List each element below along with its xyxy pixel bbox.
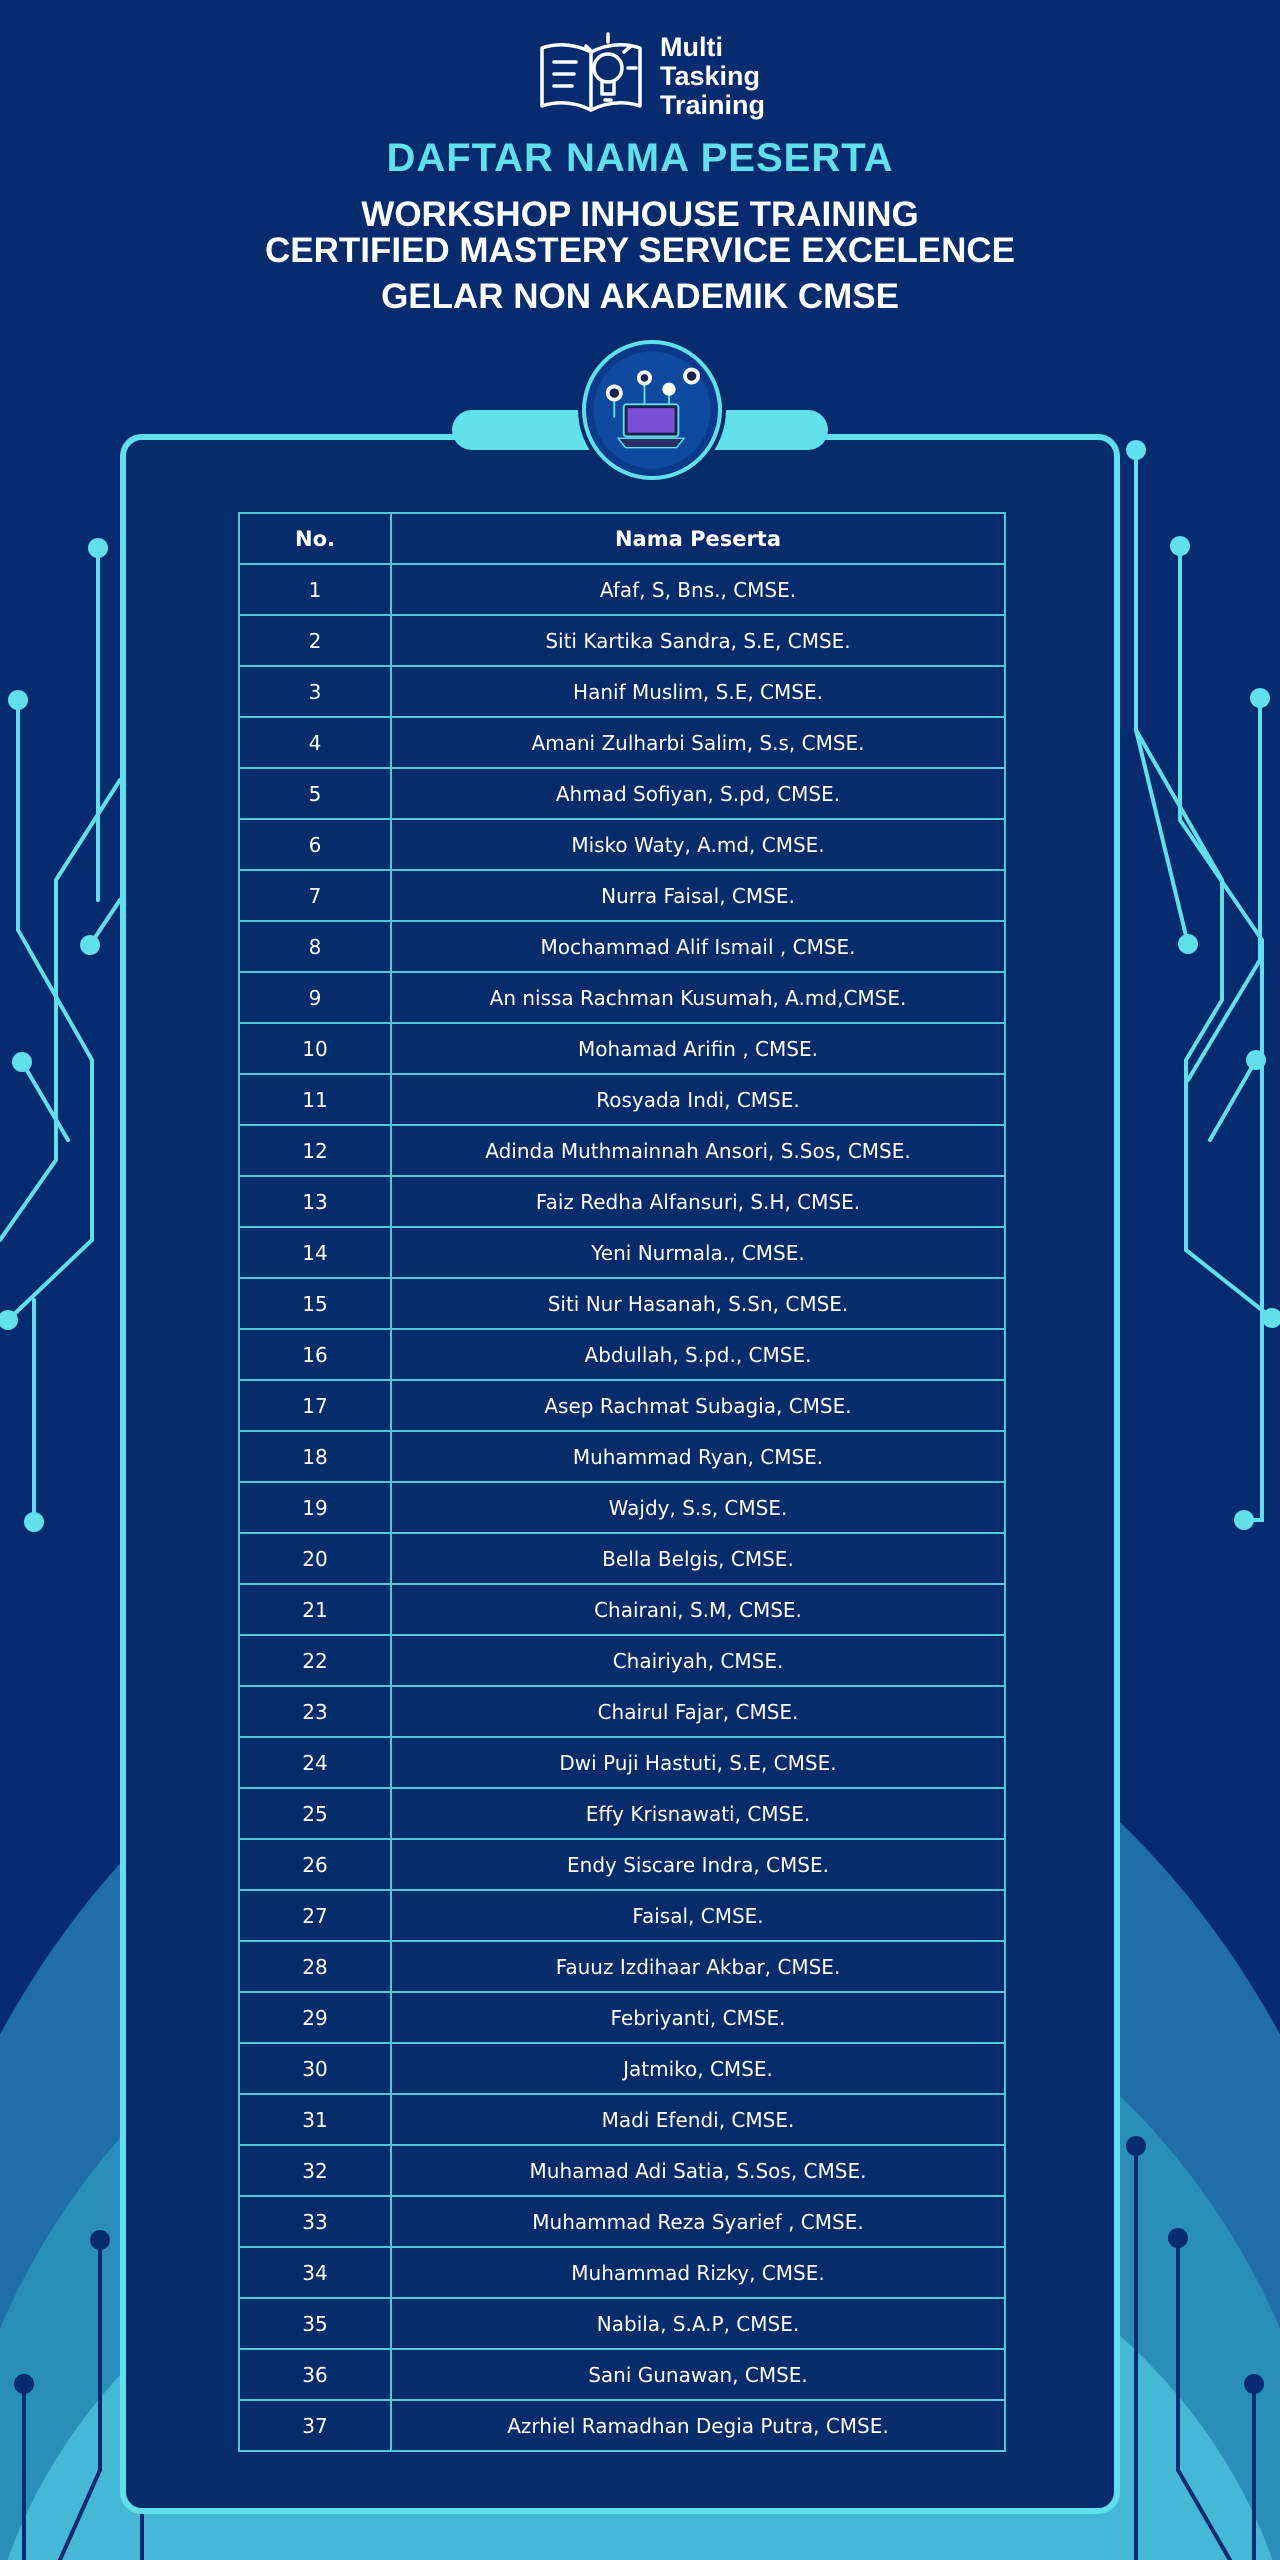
column-header-no: No. [239, 513, 391, 564]
table-row [239, 1176, 1005, 1227]
participant-name: Misko Waty, A.md, CMSE. [391, 819, 1005, 870]
row-number: 22 [239, 1635, 391, 1686]
row-number: 25 [239, 1788, 391, 1839]
row-number: 12 [239, 1125, 391, 1176]
row-number: 21 [239, 1584, 391, 1635]
row-number: 27 [239, 1890, 391, 1941]
row-number: 2 [239, 615, 391, 666]
participant-name: Azrhiel Ramadhan Degia Putra, CMSE. [391, 2400, 1005, 2451]
column-header-name: Nama Peserta [391, 513, 1005, 564]
participant-name: Wajdy, S.s, CMSE. [391, 1482, 1005, 1533]
table-row [239, 768, 1005, 819]
table-row [239, 1431, 1005, 1482]
table-row [239, 2196, 1005, 2247]
participant-name: Muhammad Rizky, CMSE. [391, 2247, 1005, 2298]
table-row [239, 1482, 1005, 1533]
row-number: 4 [239, 717, 391, 768]
table-row [239, 564, 1005, 615]
table-row [239, 615, 1005, 666]
brand-line-3: Training [660, 89, 766, 120]
participant-name: Dwi Puji Hastuti, S.E, CMSE. [391, 1737, 1005, 1788]
participant-name: Muhamad Adi Satia, S.Sos, CMSE. [391, 2145, 1005, 2196]
table-row [239, 1533, 1005, 1584]
row-number: 5 [239, 768, 391, 819]
table-row [239, 972, 1005, 1023]
row-number: 32 [239, 2145, 391, 2196]
row-number: 23 [239, 1686, 391, 1737]
row-number: 37 [239, 2400, 391, 2451]
row-number: 14 [239, 1227, 391, 1278]
row-number: 29 [239, 1992, 391, 2043]
subtitle-line-3: GELAR NON AKADEMIK CMSE [381, 277, 899, 316]
row-number: 28 [239, 1941, 391, 1992]
row-number: 7 [239, 870, 391, 921]
participant-name: Nabila, S.A.P, CMSE. [391, 2298, 1005, 2349]
row-number: 1 [239, 564, 391, 615]
participant-name: An nissa Rachman Kusumah, A.md,CMSE. [391, 972, 1005, 1023]
table-row [239, 1380, 1005, 1431]
participant-table [238, 512, 1006, 2452]
row-number: 18 [239, 1431, 391, 1482]
table-row [239, 921, 1005, 972]
table-row [239, 2094, 1005, 2145]
participant-name: Chairiyah, CMSE. [391, 1635, 1005, 1686]
row-number: 8 [239, 921, 391, 972]
participant-name: Ahmad Sofiyan, S.pd, CMSE. [391, 768, 1005, 819]
participant-name: Siti Nur Hasanah, S.Sn, CMSE. [391, 1278, 1005, 1329]
participant-name: Bella Belgis, CMSE. [391, 1533, 1005, 1584]
table-row [239, 1023, 1005, 1074]
table-row [239, 666, 1005, 717]
participant-name: Asep Rachmat Subagia, CMSE. [391, 1380, 1005, 1431]
participant-name: Siti Kartika Sandra, S.E, CMSE. [391, 615, 1005, 666]
participant-name: Adinda Muthmainnah Ansori, S.Sos, CMSE. [391, 1125, 1005, 1176]
participant-name: Madi Efendi, CMSE. [391, 2094, 1005, 2145]
table-row [239, 870, 1005, 921]
participant-name: Effy Krisnawati, CMSE. [391, 1788, 1005, 1839]
page-title: DAFTAR NAMA PESERTA [386, 136, 894, 180]
table-row [239, 1737, 1005, 1788]
table-row [239, 2400, 1005, 2451]
table-row [239, 1227, 1005, 1278]
participant-name: Endy Siscare Indra, CMSE. [391, 1839, 1005, 1890]
row-number: 33 [239, 2196, 391, 2247]
row-number: 34 [239, 2247, 391, 2298]
participant-name: Amani Zulharbi Salim, S.s, CMSE. [391, 717, 1005, 768]
row-number: 15 [239, 1278, 391, 1329]
table-row [239, 2349, 1005, 2400]
row-number: 24 [239, 1737, 391, 1788]
table-row [239, 1635, 1005, 1686]
table-row [239, 1329, 1005, 1380]
row-number: 9 [239, 972, 391, 1023]
participant-name: Faiz Redha Alfansuri, S.H, CMSE. [391, 1176, 1005, 1227]
subtitle-line-1: WORKSHOP INHOUSE TRAINING [361, 195, 919, 234]
table-row [239, 1278, 1005, 1329]
row-number: 30 [239, 2043, 391, 2094]
participant-name: Febriyanti, CMSE. [391, 1992, 1005, 2043]
row-number: 17 [239, 1380, 391, 1431]
participant-name: Faisal, CMSE. [391, 1890, 1005, 1941]
participant-name: Rosyada Indi, CMSE. [391, 1074, 1005, 1125]
row-number: 31 [239, 2094, 391, 2145]
row-number: 35 [239, 2298, 391, 2349]
participant-name: Fauuz Izdihaar Akbar, CMSE. [391, 1941, 1005, 1992]
participant-name: Nurra Faisal, CMSE. [391, 870, 1005, 921]
participant-name: Mohamad Arifin , CMSE. [391, 1023, 1005, 1074]
participant-name: Mochammad Alif Ismail , CMSE. [391, 921, 1005, 972]
row-number: 3 [239, 666, 391, 717]
row-number: 6 [239, 819, 391, 870]
subtitle-line-2: CERTIFIED MASTERY SERVICE EXCELENCE [264, 231, 1016, 270]
table-row [239, 2298, 1005, 2349]
participant-name: Yeni Nurmala., CMSE. [391, 1227, 1005, 1278]
participant-name: Abdullah, S.pd., CMSE. [391, 1329, 1005, 1380]
table-row [239, 2043, 1005, 2094]
row-number: 10 [239, 1023, 391, 1074]
brand-logo [536, 28, 765, 124]
table-row [239, 1992, 1005, 2043]
participant-name: Afaf, S, Bns., CMSE. [391, 564, 1005, 615]
table-row [239, 717, 1005, 768]
table-row [239, 1686, 1005, 1737]
table-row [239, 1125, 1005, 1176]
participant-name: Chairul Fajar, CMSE. [391, 1686, 1005, 1737]
row-number: 26 [239, 1839, 391, 1890]
table-row [239, 1584, 1005, 1635]
participant-name: Muhammad Reza Syarief , CMSE. [391, 2196, 1005, 2247]
computer-workspace-icon [586, 344, 718, 476]
participant-name: Muhammad Ryan, CMSE. [391, 1431, 1005, 1482]
participant-name: Chairani, S.M, CMSE. [391, 1584, 1005, 1635]
table-row [239, 1890, 1005, 1941]
table-row [239, 1839, 1005, 1890]
participant-name: Hanif Muslim, S.E, CMSE. [391, 666, 1005, 717]
row-number: 36 [239, 2349, 391, 2400]
row-number: 13 [239, 1176, 391, 1227]
brand-line-2: Tasking [660, 60, 761, 91]
row-number: 11 [239, 1074, 391, 1125]
brand-name [660, 33, 765, 120]
participant-name: Jatmiko, CMSE. [391, 2043, 1005, 2094]
table-row [239, 2145, 1005, 2196]
book-lightbulb-icon [536, 28, 646, 124]
row-number: 19 [239, 1482, 391, 1533]
table-row [239, 1941, 1005, 1992]
table-header-row [239, 513, 1005, 564]
brand-line-1: Multi [660, 31, 723, 62]
table-row [239, 1074, 1005, 1125]
table-row [239, 819, 1005, 870]
participant-name: Sani Gunawan, CMSE. [391, 2349, 1005, 2400]
table-row [239, 1788, 1005, 1839]
workspace-emblem [582, 340, 722, 480]
table-row [239, 2247, 1005, 2298]
row-number: 20 [239, 1533, 391, 1584]
participant-table-body [239, 564, 1005, 2451]
row-number: 16 [239, 1329, 391, 1380]
